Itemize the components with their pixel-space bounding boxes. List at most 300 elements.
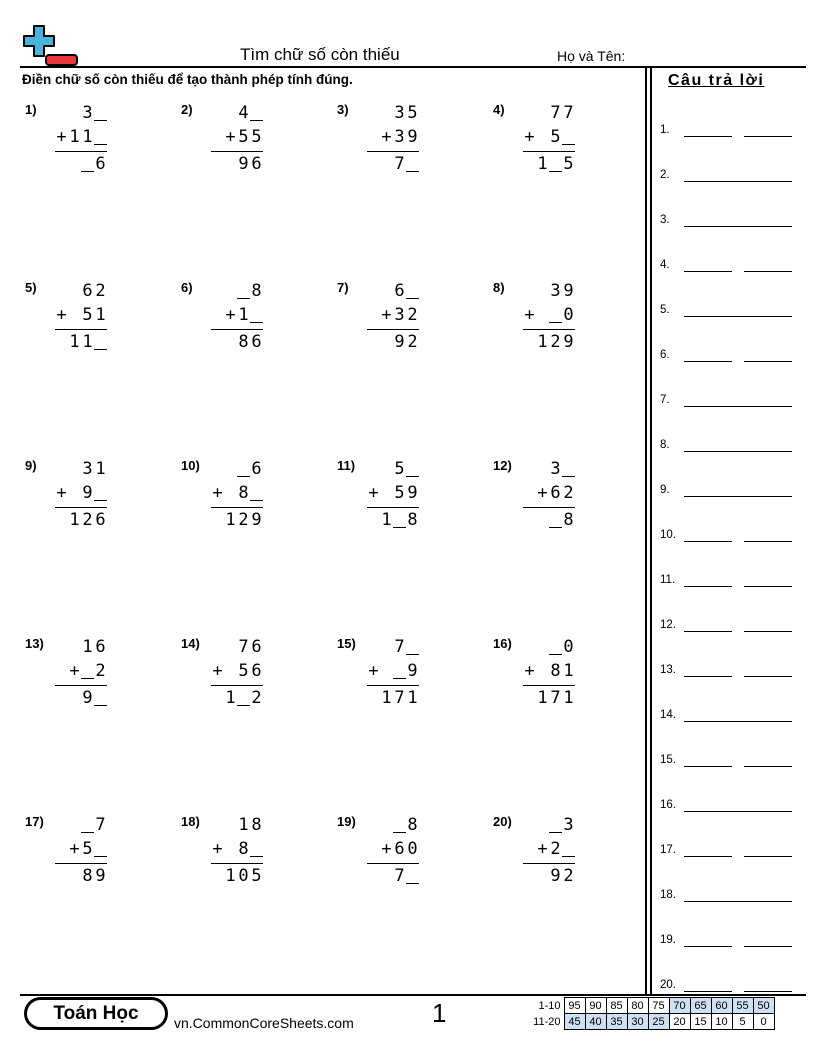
digit: 9 bbox=[394, 332, 405, 352]
answer-item-4 bbox=[660, 257, 794, 277]
missing-digit-blank[interactable] bbox=[94, 102, 107, 121]
missing-digit-blank[interactable] bbox=[94, 331, 107, 350]
problem-row2 bbox=[55, 126, 107, 148]
answer-blank-line[interactable] bbox=[744, 991, 792, 992]
answer-blank-line[interactable] bbox=[684, 991, 732, 992]
problem-row1 bbox=[367, 458, 419, 480]
answer-blank-line[interactable] bbox=[684, 766, 732, 767]
answer-label: 4. bbox=[660, 259, 670, 271]
problem-row3 bbox=[367, 509, 419, 531]
answer-blank-line[interactable] bbox=[684, 496, 792, 497]
missing-digit-blank[interactable] bbox=[406, 280, 419, 299]
problem-row2 bbox=[55, 482, 107, 504]
digit: + bbox=[368, 483, 379, 503]
digit: 3 bbox=[550, 459, 561, 479]
answer-item-8 bbox=[660, 437, 794, 457]
answer-item-13 bbox=[660, 662, 794, 682]
digit: 6 bbox=[251, 332, 262, 352]
problem-row2 bbox=[367, 838, 419, 860]
problem-row1 bbox=[523, 102, 575, 124]
digit: + bbox=[212, 839, 223, 859]
missing-digit-blank[interactable] bbox=[393, 660, 406, 679]
problem-row3 bbox=[55, 331, 107, 353]
digit: 1 bbox=[537, 154, 548, 174]
score-cell: 5 bbox=[732, 1014, 753, 1030]
digit: 1 bbox=[225, 866, 236, 886]
answer-label: 11. bbox=[660, 574, 676, 586]
digit: + bbox=[368, 661, 379, 681]
problem-8 bbox=[493, 280, 623, 375]
missing-digit-blank[interactable] bbox=[237, 280, 250, 299]
answer-blank-line[interactable] bbox=[684, 586, 732, 587]
answer-item-12 bbox=[660, 617, 794, 637]
answer-label: 19. bbox=[660, 934, 676, 946]
digit: 2 bbox=[251, 688, 262, 708]
digit bbox=[224, 838, 237, 860]
score-row-label: 1-10 bbox=[538, 999, 561, 1012]
answer-item-17 bbox=[660, 842, 794, 862]
problem-number: 3) bbox=[337, 102, 349, 117]
problem-row2 bbox=[55, 660, 107, 682]
digit: + bbox=[56, 305, 67, 325]
problem-row3 bbox=[523, 509, 575, 531]
problem-number: 19) bbox=[337, 814, 356, 829]
digit: 9 bbox=[95, 866, 106, 886]
digit: 9 bbox=[407, 127, 418, 147]
digit: + bbox=[381, 127, 392, 147]
score-cell: 60 bbox=[711, 998, 732, 1014]
missing-digit-blank[interactable] bbox=[250, 482, 263, 501]
problem-number: 2) bbox=[181, 102, 193, 117]
answer-item-1 bbox=[660, 122, 794, 142]
answer-blank-line[interactable] bbox=[744, 541, 792, 542]
digit: + bbox=[56, 483, 67, 503]
brand-label: Toán Học bbox=[27, 1000, 165, 1027]
score-cell: 15 bbox=[690, 1014, 711, 1030]
missing-digit-blank[interactable] bbox=[94, 687, 107, 706]
answer-label: 5. bbox=[660, 304, 670, 316]
problem-row3 bbox=[211, 331, 263, 353]
footer-divider bbox=[20, 994, 806, 996]
problem-row3 bbox=[211, 865, 263, 887]
problem-row1 bbox=[367, 102, 419, 124]
answer-blank-line[interactable] bbox=[684, 811, 792, 812]
digit: 9 bbox=[407, 661, 418, 681]
digit: + bbox=[56, 127, 67, 147]
answer-blank-line[interactable] bbox=[684, 676, 732, 677]
problem-number: 8) bbox=[493, 280, 505, 295]
digit: + bbox=[212, 483, 223, 503]
answer-label: 8. bbox=[660, 439, 670, 451]
digit: 1 bbox=[238, 815, 249, 835]
answer-blank-line[interactable] bbox=[684, 631, 732, 632]
problem-row1 bbox=[367, 280, 419, 302]
score-cell: 40 bbox=[585, 1014, 606, 1030]
problem-number: 11) bbox=[337, 458, 356, 473]
answer-blank-line[interactable] bbox=[684, 856, 732, 857]
problem-7 bbox=[337, 280, 467, 375]
digit: 8 bbox=[550, 661, 561, 681]
digit: 2 bbox=[563, 483, 574, 503]
problem-row3 bbox=[523, 153, 575, 175]
missing-digit-blank[interactable] bbox=[406, 865, 419, 884]
digit: 2 bbox=[550, 332, 561, 352]
digit: 3 bbox=[82, 103, 93, 123]
score-cell: 30 bbox=[627, 1014, 648, 1030]
missing-digit-blank[interactable] bbox=[406, 153, 419, 172]
digit: 6 bbox=[394, 839, 405, 859]
problem-row1 bbox=[523, 458, 575, 480]
answer-blank-line[interactable] bbox=[744, 361, 792, 362]
digit: 7 bbox=[550, 103, 561, 123]
answer-blank-line[interactable] bbox=[684, 946, 732, 947]
digit: + bbox=[524, 127, 535, 147]
score-row-label: 11-20 bbox=[533, 1015, 561, 1028]
digit: 3 bbox=[550, 281, 561, 301]
score-table bbox=[524, 997, 775, 1030]
digit: 8 bbox=[238, 332, 249, 352]
answer-panel-border-inner bbox=[650, 66, 652, 995]
problem-row1 bbox=[211, 458, 263, 480]
answer-panel-title: Câu trả lời bbox=[668, 72, 765, 89]
problem-number: 6) bbox=[181, 280, 193, 295]
problem-row2 bbox=[367, 126, 419, 148]
problem-row2 bbox=[211, 126, 263, 148]
problem-1 bbox=[25, 102, 155, 197]
missing-digit-blank[interactable] bbox=[237, 458, 250, 477]
missing-digit-blank[interactable] bbox=[250, 838, 263, 857]
digit: 8 bbox=[407, 510, 418, 530]
missing-digit-blank[interactable] bbox=[549, 153, 562, 172]
problem-number: 18) bbox=[181, 814, 200, 829]
problem-row2 bbox=[523, 838, 575, 860]
problem-11 bbox=[337, 458, 467, 553]
problem-18 bbox=[181, 814, 311, 909]
problem-row3 bbox=[55, 687, 107, 709]
problem-number: 4) bbox=[493, 102, 505, 117]
digit: 8 bbox=[82, 866, 93, 886]
score-cell: 95 bbox=[564, 998, 585, 1014]
answer-item-3 bbox=[660, 212, 794, 232]
problem-12 bbox=[493, 458, 623, 553]
score-cell: 35 bbox=[606, 1014, 627, 1030]
missing-digit-blank[interactable] bbox=[406, 636, 419, 655]
answer-item-9 bbox=[660, 482, 794, 502]
missing-digit-blank[interactable] bbox=[406, 458, 419, 477]
digit bbox=[68, 482, 81, 504]
missing-digit-blank[interactable] bbox=[393, 814, 406, 833]
answer-item-7 bbox=[660, 392, 794, 412]
missing-digit-blank[interactable] bbox=[81, 660, 94, 679]
problem-row2 bbox=[211, 482, 263, 504]
instructions: Điền chữ số còn thiếu để tạo thành phép tính đúng. bbox=[22, 72, 353, 87]
problem-row1 bbox=[523, 280, 575, 302]
header-divider bbox=[20, 66, 806, 68]
digit: 6 bbox=[394, 281, 405, 301]
digit: 3 bbox=[82, 459, 93, 479]
digit: 2 bbox=[95, 281, 106, 301]
digit: 5 bbox=[394, 483, 405, 503]
digit: 2 bbox=[550, 839, 561, 859]
problem-number: 14) bbox=[181, 636, 200, 651]
answer-blank-line[interactable] bbox=[684, 901, 792, 902]
digit: 2 bbox=[82, 510, 93, 530]
missing-digit-blank[interactable] bbox=[562, 838, 575, 857]
digit bbox=[536, 660, 549, 682]
problem-row2 bbox=[523, 126, 575, 148]
digit: 9 bbox=[82, 483, 93, 503]
digit: 9 bbox=[550, 866, 561, 886]
digit: 5 bbox=[82, 305, 93, 325]
missing-digit-blank[interactable] bbox=[94, 126, 107, 145]
problem-number: 1) bbox=[25, 102, 37, 117]
missing-digit-blank[interactable] bbox=[94, 838, 107, 857]
digit: 9 bbox=[82, 688, 93, 708]
digit: 2 bbox=[407, 305, 418, 325]
digit: 1 bbox=[69, 127, 80, 147]
missing-digit-blank[interactable] bbox=[237, 687, 250, 706]
digit: + bbox=[225, 305, 236, 325]
score-cell: 55 bbox=[732, 998, 753, 1014]
problem-10 bbox=[181, 458, 311, 553]
problem-number: 7) bbox=[337, 280, 349, 295]
digit: 8 bbox=[407, 815, 418, 835]
missing-digit-blank[interactable] bbox=[393, 509, 406, 528]
problem-row1 bbox=[211, 636, 263, 658]
answer-blank-line[interactable] bbox=[744, 946, 792, 947]
digit: 5 bbox=[394, 459, 405, 479]
missing-digit-blank[interactable] bbox=[549, 509, 562, 528]
digit: 9 bbox=[238, 154, 249, 174]
digit bbox=[224, 660, 237, 682]
digit: 8 bbox=[563, 510, 574, 530]
digit: 5 bbox=[407, 103, 418, 123]
digit: 1 bbox=[225, 688, 236, 708]
problem-row1 bbox=[211, 814, 263, 836]
problem-row3 bbox=[523, 331, 575, 353]
digit bbox=[224, 482, 237, 504]
answer-item-19 bbox=[660, 932, 794, 952]
digit: + bbox=[69, 839, 80, 859]
problem-3 bbox=[337, 102, 467, 197]
problem-4 bbox=[493, 102, 623, 197]
answer-label: 7. bbox=[660, 394, 670, 406]
digit: 7 bbox=[394, 688, 405, 708]
digit: 8 bbox=[251, 281, 262, 301]
digit: 6 bbox=[550, 483, 561, 503]
answer-item-18 bbox=[660, 887, 794, 907]
digit: 1 bbox=[225, 510, 236, 530]
answer-blank-line[interactable] bbox=[744, 271, 792, 272]
digit: 7 bbox=[394, 637, 405, 657]
brand-badge bbox=[24, 997, 168, 1030]
digit: 9 bbox=[251, 510, 262, 530]
digit: + bbox=[537, 483, 548, 503]
digit: 5 bbox=[251, 866, 262, 886]
answer-label: 13. bbox=[660, 664, 676, 676]
missing-digit-blank[interactable] bbox=[250, 102, 263, 121]
digit: 0 bbox=[238, 866, 249, 886]
missing-digit-blank[interactable] bbox=[94, 482, 107, 501]
problem-15 bbox=[337, 636, 467, 731]
answer-blank-line[interactable] bbox=[684, 361, 732, 362]
answer-blank-line[interactable] bbox=[684, 451, 792, 452]
problem-row3 bbox=[367, 687, 419, 709]
digit: 7 bbox=[394, 866, 405, 886]
problem-row1 bbox=[211, 280, 263, 302]
site-url: vn.CommonCoreSheets.com bbox=[174, 1015, 354, 1031]
answer-label: 20. bbox=[660, 979, 676, 991]
answer-label: 3. bbox=[660, 214, 670, 226]
answer-blank-line[interactable] bbox=[684, 136, 732, 137]
digit: 8 bbox=[251, 815, 262, 835]
answer-item-14 bbox=[660, 707, 794, 727]
missing-digit-blank[interactable] bbox=[562, 126, 575, 145]
digit: 1 bbox=[82, 332, 93, 352]
digit: 3 bbox=[394, 103, 405, 123]
score-cell: 65 bbox=[690, 998, 711, 1014]
problem-row3 bbox=[211, 687, 263, 709]
digit: + bbox=[212, 661, 223, 681]
answer-label: 16. bbox=[660, 799, 676, 811]
score-cell: 75 bbox=[648, 998, 669, 1014]
problem-row2 bbox=[211, 304, 263, 326]
answer-blank-line[interactable] bbox=[744, 676, 792, 677]
answer-item-6 bbox=[660, 347, 794, 367]
score-cell: 85 bbox=[606, 998, 627, 1014]
answer-label: 6. bbox=[660, 349, 670, 361]
problem-number: 10) bbox=[181, 458, 200, 473]
answer-blank-line[interactable] bbox=[684, 721, 792, 722]
digit: 3 bbox=[563, 815, 574, 835]
problem-row2 bbox=[523, 660, 575, 682]
problem-row2 bbox=[55, 304, 107, 326]
problem-6 bbox=[181, 280, 311, 375]
digit: 2 bbox=[95, 661, 106, 681]
problem-row1 bbox=[55, 102, 107, 124]
problem-17 bbox=[25, 814, 155, 909]
digit: 2 bbox=[238, 510, 249, 530]
score-cell: 50 bbox=[753, 998, 774, 1014]
answer-blank-line[interactable] bbox=[684, 316, 792, 317]
problem-2 bbox=[181, 102, 311, 197]
digit: 9 bbox=[563, 281, 574, 301]
missing-digit-blank[interactable] bbox=[81, 814, 94, 833]
plus-minus-logo-icon bbox=[22, 24, 80, 68]
problem-row1 bbox=[55, 636, 107, 658]
digit: 3 bbox=[394, 305, 405, 325]
answer-label: 15. bbox=[660, 754, 676, 766]
missing-digit-blank[interactable] bbox=[250, 304, 263, 323]
score-cell: 25 bbox=[648, 1014, 669, 1030]
digit: 0 bbox=[563, 305, 574, 325]
digit: 2 bbox=[407, 332, 418, 352]
missing-digit-blank[interactable] bbox=[562, 458, 575, 477]
problem-row2 bbox=[367, 304, 419, 326]
problem-row3 bbox=[523, 865, 575, 887]
problem-number: 12) bbox=[493, 458, 512, 473]
problem-row3 bbox=[211, 509, 263, 531]
problem-row3 bbox=[367, 331, 419, 353]
missing-digit-blank[interactable] bbox=[549, 304, 562, 323]
digit bbox=[380, 482, 393, 504]
digit: 5 bbox=[550, 127, 561, 147]
digit: 1 bbox=[82, 637, 93, 657]
score-cell: 45 bbox=[564, 1014, 585, 1030]
digit: + bbox=[524, 661, 535, 681]
answer-blank-line[interactable] bbox=[744, 631, 792, 632]
problem-row2 bbox=[523, 482, 575, 504]
digit: + bbox=[537, 839, 548, 859]
answer-blank-line[interactable] bbox=[684, 181, 792, 182]
score-cell: 90 bbox=[585, 998, 606, 1014]
problem-5 bbox=[25, 280, 155, 375]
digit: 8 bbox=[238, 839, 249, 859]
answer-blank-line[interactable] bbox=[684, 406, 792, 407]
problem-row2 bbox=[211, 660, 263, 682]
digit: 1 bbox=[238, 305, 249, 325]
digit: 6 bbox=[251, 459, 262, 479]
digit: 5 bbox=[251, 127, 262, 147]
digit: 6 bbox=[251, 637, 262, 657]
digit: 1 bbox=[95, 305, 106, 325]
digit: 0 bbox=[407, 839, 418, 859]
problem-row2 bbox=[367, 660, 419, 682]
problem-13 bbox=[25, 636, 155, 731]
digit: 1 bbox=[563, 661, 574, 681]
digit bbox=[536, 126, 549, 148]
digit: 9 bbox=[407, 483, 418, 503]
answer-item-11 bbox=[660, 572, 794, 592]
digit: 2 bbox=[563, 866, 574, 886]
problem-row1 bbox=[55, 814, 107, 836]
score-cell: 70 bbox=[669, 998, 690, 1014]
answer-blank-line[interactable] bbox=[744, 766, 792, 767]
digit: 1 bbox=[381, 510, 392, 530]
problem-row2 bbox=[523, 304, 575, 326]
digit: 1 bbox=[82, 127, 93, 147]
digit: 9 bbox=[563, 332, 574, 352]
missing-digit-blank[interactable] bbox=[549, 636, 562, 655]
digit: + bbox=[69, 661, 80, 681]
answer-blank-line[interactable] bbox=[744, 136, 792, 137]
problem-row2 bbox=[55, 838, 107, 860]
digit: 6 bbox=[95, 510, 106, 530]
answer-label: 12. bbox=[660, 619, 676, 631]
digit: 1 bbox=[537, 688, 548, 708]
digit: + bbox=[524, 305, 535, 325]
problem-row3 bbox=[55, 153, 107, 175]
missing-digit-blank[interactable] bbox=[81, 153, 94, 172]
answer-blank-line[interactable] bbox=[684, 271, 732, 272]
problem-row3 bbox=[55, 865, 107, 887]
score-row bbox=[524, 1014, 774, 1030]
missing-digit-blank[interactable] bbox=[549, 814, 562, 833]
answer-item-10 bbox=[660, 527, 794, 547]
answer-blank-line[interactable] bbox=[744, 856, 792, 857]
problem-20 bbox=[493, 814, 623, 909]
answer-blank-line[interactable] bbox=[684, 226, 792, 227]
answer-blank-line[interactable] bbox=[684, 541, 732, 542]
page-number: 1 bbox=[432, 998, 447, 1028]
problem-row2 bbox=[367, 482, 419, 504]
answer-blank-line[interactable] bbox=[744, 586, 792, 587]
score-cell: 10 bbox=[711, 1014, 732, 1030]
answer-label: 1. bbox=[660, 124, 670, 136]
digit: 6 bbox=[82, 281, 93, 301]
problem-9 bbox=[25, 458, 155, 553]
digit: + bbox=[381, 305, 392, 325]
